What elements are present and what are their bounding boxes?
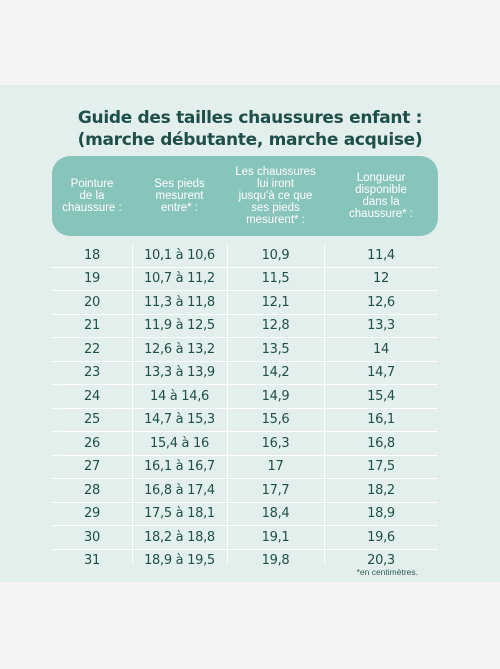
table-row: [52, 526, 438, 550]
table-row: [52, 362, 438, 386]
pieds-range-cell: 18,2 à 18,8: [144, 529, 215, 545]
pointure-cell: 26: [84, 435, 100, 451]
column-header-pieds: Ses pieds mesurent entre* :: [154, 178, 205, 214]
max-pieds-cell: 19,1: [261, 529, 290, 545]
table-row: [52, 456, 438, 480]
pointure-cell: 23: [84, 365, 100, 381]
column-header-longueur: Longueur disponible dans la chaussure* :: [349, 172, 413, 220]
pieds-range-cell: 17,5 à 18,1: [144, 506, 215, 522]
longueur-cell: 18,9: [367, 506, 395, 522]
max-pieds-cell: 19,8: [261, 553, 290, 569]
table-row: [52, 291, 438, 315]
longueur-cell: 17,5: [367, 459, 395, 475]
pieds-range-cell: 14 à 14,6: [149, 388, 210, 404]
max-pieds-cell: 13,5: [261, 341, 290, 357]
table-row: [52, 503, 438, 527]
pieds-range-cell: 10,7 à 11,2: [144, 271, 215, 287]
pointure-cell: 29: [84, 506, 100, 522]
pointure-cell: 21: [84, 318, 100, 334]
table-body: [52, 244, 438, 572]
table-row: [52, 315, 438, 339]
pointure-cell: 27: [84, 459, 100, 475]
table-row: [52, 268, 438, 292]
pieds-range-cell: 16,8 à 17,4: [144, 482, 215, 498]
pieds-range-cell: 11,3 à 11,8: [144, 294, 215, 310]
pieds-range-cell: 16,1 à 16,7: [144, 459, 215, 475]
table-header: [52, 156, 438, 236]
longueur-cell: 12: [373, 271, 389, 287]
max-pieds-cell: 12,8: [261, 318, 290, 334]
pointure-cell: 25: [84, 412, 100, 428]
longueur-cell: 14,7: [367, 365, 395, 381]
pieds-range-cell: 12,6 à 13,2: [144, 341, 215, 357]
pieds-range-cell: 13,3 à 13,9: [144, 365, 215, 381]
table-row: [52, 479, 438, 503]
longueur-cell: 13,3: [367, 318, 395, 334]
table-row: [52, 244, 438, 268]
table-row: [52, 432, 438, 456]
pointure-cell: 19: [84, 271, 100, 287]
longueur-cell: 18,2: [367, 482, 395, 498]
pointure-cell: 28: [84, 482, 100, 498]
longueur-cell: 14: [373, 341, 389, 357]
title-line-1: Guide des tailles chaussures enfant :: [77, 108, 423, 128]
pointure-cell: 31: [84, 553, 100, 569]
max-pieds-cell: 12,1: [261, 294, 290, 310]
column-header-pointure: Pointure de la chaussure :: [62, 178, 122, 214]
max-pieds-cell: 16,3: [261, 435, 290, 451]
longueur-cell: 16,8: [367, 435, 395, 451]
pieds-range-cell: 14,7 à 15,3: [144, 412, 215, 428]
longueur-cell: 19,6: [367, 529, 395, 545]
longueur-cell: 12,6: [367, 294, 395, 310]
footnote: *en centimètres.: [356, 567, 418, 577]
max-pieds-cell: 10,9: [261, 247, 290, 263]
table-row: [52, 338, 438, 362]
pointure-cell: 24: [84, 388, 100, 404]
max-pieds-cell: 17,7: [261, 482, 290, 498]
max-pieds-cell: 18,4: [261, 506, 290, 522]
pointure-cell: 30: [84, 529, 100, 545]
column-header-chaussures: Les chaussures lui iront jusqu'à ce que ses pieds mesurent* :: [235, 166, 316, 226]
pieds-range-cell: 18,9 à 19,5: [144, 553, 215, 569]
max-pieds-cell: 11,5: [261, 271, 290, 287]
pointure-cell: 18: [84, 247, 100, 263]
longueur-cell: 16,1: [367, 412, 395, 428]
pieds-range-cell: 15,4 à 16: [149, 435, 210, 451]
longueur-cell: 11,4: [367, 247, 395, 263]
table-row: [52, 409, 438, 433]
max-pieds-cell: 14,2: [261, 365, 290, 381]
max-pieds-cell: 14,9: [261, 388, 290, 404]
pointure-cell: 22: [84, 341, 100, 357]
max-pieds-cell: 15,6: [261, 412, 290, 428]
pointure-cell: 20: [84, 294, 100, 310]
longueur-cell: 15,4: [367, 388, 395, 404]
pieds-range-cell: 10,1 à 10,6: [144, 247, 215, 263]
title-line-2: (marche débutante, marche acquise): [77, 130, 423, 150]
page-title: [0, 107, 500, 151]
pieds-range-cell: 11,9 à 12,5: [144, 318, 215, 334]
longueur-cell: 20,3: [367, 553, 395, 569]
max-pieds-cell: 17: [267, 459, 284, 475]
table-row: [52, 385, 438, 409]
